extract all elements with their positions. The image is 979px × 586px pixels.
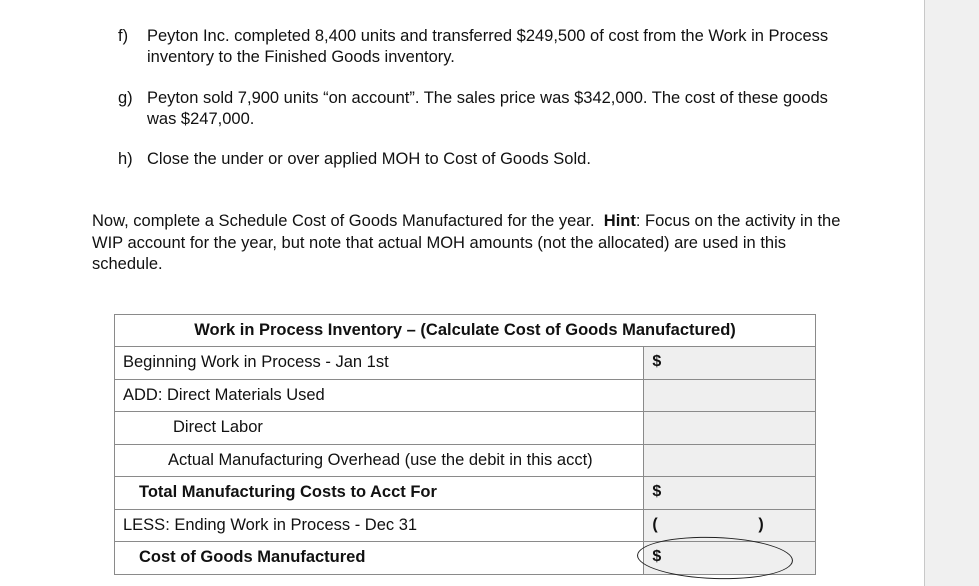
list-item-text: Peyton Inc. completed 8,400 units and transferred $249,500 of cost from the Work in Process inventory to the Finished Goods inventory.	[147, 27, 829, 66]
wip-schedule-table	[114, 314, 816, 575]
instructions-lead: Now, complete a Schedule Cost of Goods Manufactured for the year.	[92, 212, 595, 230]
table-row	[115, 347, 816, 380]
open-paren: (	[652, 515, 658, 533]
hint-text: : Focus on the activity in the WIP account for the year, but note that actual MOH amounts (not the allocated) are used in this schedule.	[92, 212, 841, 273]
row-label: Direct Labor	[173, 418, 263, 437]
table-title: Work in Process Inventory – (Calculate Cost of Goods Manufactured)	[115, 315, 816, 347]
row-label: Cost of Goods Manufactured	[139, 548, 366, 567]
list-item-label: f)	[118, 27, 129, 45]
row-label: Actual Manufacturing Overhead (use the debit in this acct)	[168, 450, 593, 469]
table-row	[115, 379, 816, 412]
amount-cell[interactable]	[644, 379, 816, 412]
dollar-sign: $	[652, 548, 662, 565]
list-item-g	[118, 88, 838, 130]
table-row	[115, 477, 816, 510]
dollar-sign: $	[652, 353, 662, 370]
list-item-label: g)	[118, 89, 133, 107]
amount-cell[interactable]	[644, 412, 816, 445]
row-label: LESS: Ending Work in Process - Dec 31	[123, 515, 418, 534]
instructions-paragraph	[92, 211, 852, 276]
list-item-text: Peyton sold 7,900 units “on account”. The sales price was $342,000. The cost of these goods was $247,000.	[147, 89, 828, 128]
table-row	[115, 412, 816, 445]
hint-label: Hint	[603, 212, 636, 230]
list-item-h	[118, 149, 838, 170]
row-label: Total Manufacturing Costs to Acct For	[139, 483, 437, 502]
amount-cell[interactable]	[644, 444, 816, 477]
table-title-row	[115, 315, 816, 347]
row-label: ADD: Direct Materials Used	[123, 385, 325, 404]
list-item-text: Close the under or over applied MOH to Cost of Goods Sold.	[147, 150, 591, 168]
list-item-label: h)	[118, 150, 133, 168]
amount-cell[interactable]	[644, 477, 816, 510]
list-item-f	[118, 26, 838, 68]
close-paren: )	[758, 515, 764, 533]
amount-cell[interactable]	[644, 347, 816, 380]
row-label: Beginning Work in Process - Jan 1st	[123, 353, 389, 372]
amount-cell[interactable]	[644, 509, 816, 542]
table-row	[115, 444, 816, 477]
dollar-sign: $	[652, 483, 662, 500]
